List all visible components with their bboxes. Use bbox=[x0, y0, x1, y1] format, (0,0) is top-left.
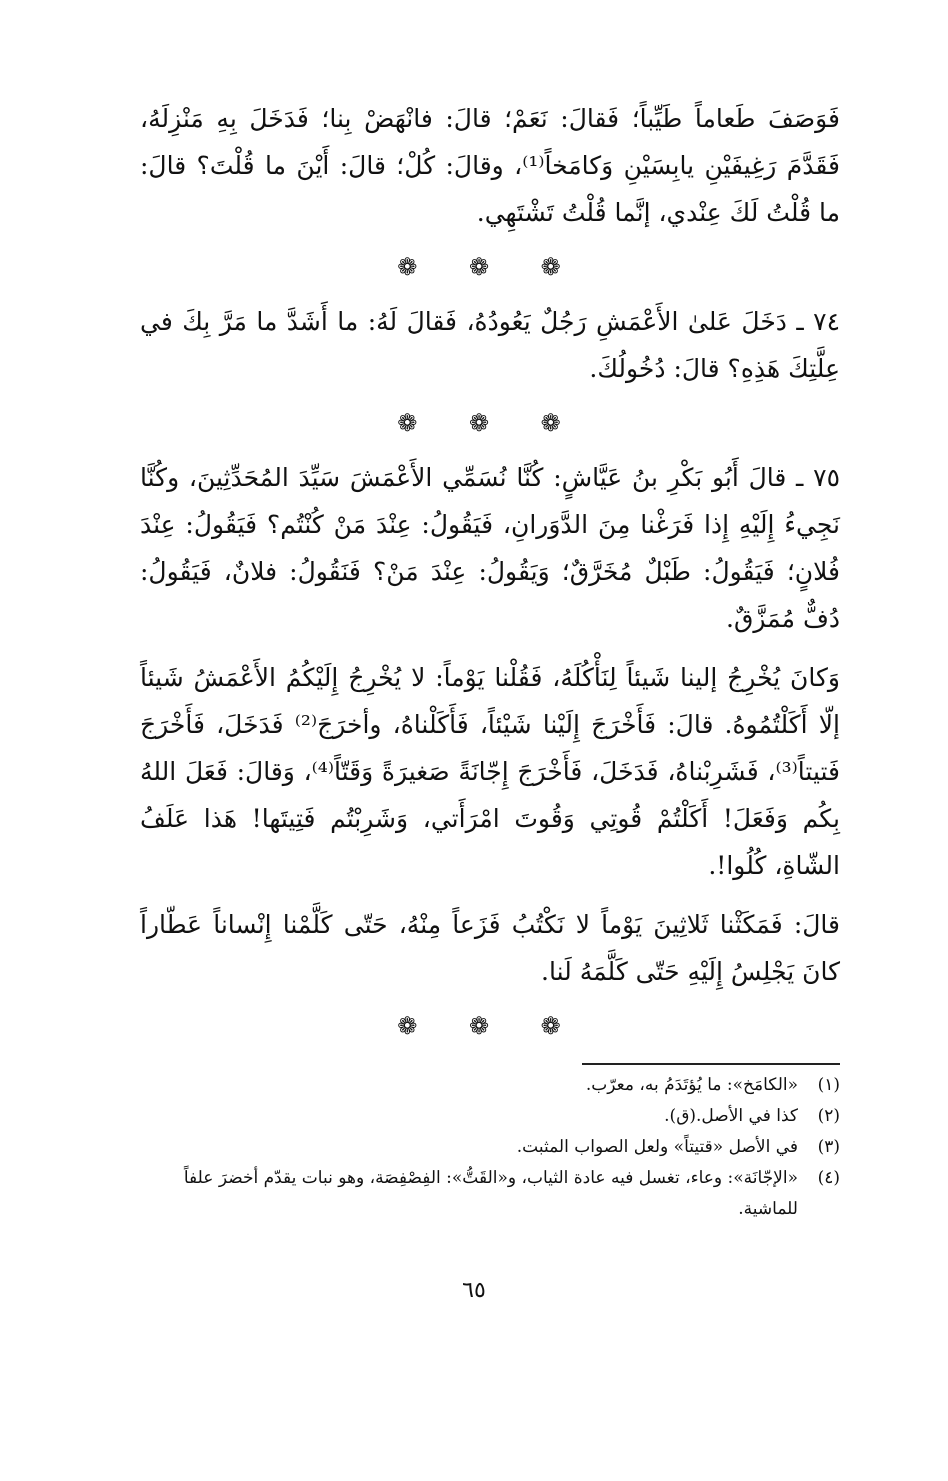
paragraph-75-cont: وَكانَ يُخْرِجُ إلينا شَيئاً لِنَأْكُلَهُ، فَقُلْنا يَوْماً: لا يُخْرِجُ إِلَيْكُمُ الأَعْمَشُ شَيئاً إلّا أَكَلْتُمُوهُ. قالَ: فَأَخْرَجَ إِلَيْنا شَيْئاً، فَأَكَلْناهُ، وأخرَجَ⁽²⁾ فَدَخَلَ، فَأَخْرَجَ فَتيتاً⁽³⁾، فَشَرِبْناهُ، فَدَخَلَ، فَأَخْرَجَ إِجّانَةً صَغيرَةً وَقَتّاً⁽⁴⁾، وَقالَ: فَعَلَ اللهُ بِكُم وَفَعَلَ! أَكَلْتُمْ قُوتِي وَقُوتَ امْرَأَتي، وَشَرِبْتُم فَتِيتَها! هَذا عَلَفُ الشّاةِ، كُلُوا!. bbox=[140, 663, 840, 880]
footnote-text: كذا في الأصل.(ق). bbox=[664, 1106, 798, 1126]
footnote-number: (١) bbox=[817, 1075, 840, 1095]
paragraph-gap bbox=[140, 642, 840, 654]
footnotes bbox=[140, 1070, 840, 1225]
paragraph-75: ٧٥ ـ قالَ أَبُو بَكْرِ بنُ عَيَّاشٍ: كُنَّا نُسَمِّي الأَعْمَشَ سَيِّدَ المُحَدِّثِينَ، وكُنَّا نَجِيءُ إِلَيْهِ إِذا فَرَغْنا مِنَ الدَّوَرانِ، فَيَقُولُ: عِنْدَ مَنْ كُنْتُم؟ فَيَقُولُ: عِنْدَ فُلانٍ؛ فَيَقُولُ: طَبْلٌ مُخَرَّقٌ؛ وَيَقُولُ: عِنْدَ مَنْ؟ فَنَقُولُ: فلانٌ، فَيَقُولُ: دُفٌّ مُمَزَّقٌ. bbox=[140, 463, 840, 633]
section-separator: ❁ ❁ ❁ bbox=[397, 409, 583, 437]
section-separator: ❁ ❁ ❁ bbox=[397, 253, 583, 281]
footnote-1 bbox=[140, 1070, 840, 1101]
footnote-2 bbox=[140, 1101, 840, 1132]
footnote-number: (٢) bbox=[817, 1106, 840, 1126]
footnote-text: «الإجّانَة»: وعاء، تغسل فيه عادة الثياب، و«القَتُّ»: الفِصْفِصَة، وهو نبات يقدّم أخضرَ علفاً للماشية. bbox=[183, 1168, 798, 1219]
footnote-3 bbox=[140, 1132, 840, 1163]
footnote-number: (٣) bbox=[817, 1137, 840, 1157]
page-number: ٦٥ bbox=[462, 1278, 486, 1303]
footnote-text: «الكامَخ»: ما يُؤتَدَمُ به، معرّب. bbox=[585, 1075, 798, 1095]
paragraph-gap bbox=[140, 889, 840, 901]
paragraph-1: فَوَصَفَ طَعاماً طَيِّباً؛ فَقالَ: نَعَمْ؛ قالَ: فانْهَضْ بِنا؛ فَدَخَلَ بِهِ مَنْزِلَهُ، فَقَدَّمَ رَغِيفَيْنِ يابِسَيْنِ وَكامَخاً⁽¹⁾، وقالَ: كُلْ؛ قالَ: أَيْنَ ما قُلْتَ؟ قالَ: ما قُلْتُ لَكَ عِنْدي، إنَّما قُلْتُ تَشْتَهِي. bbox=[140, 104, 840, 227]
paragraph-75-end: قالَ: فَمَكَثْنا ثَلاثِينَ يَوْماً لا نَكْتُبُ فَزَعاً مِنْهُ، حَتّى كَلَّمْنا إِنْساناً عَطّاراً كانَ يَجْلِسُ إِلَيْهِ حَتّى كَلَّمَهُ لَنا. bbox=[140, 910, 840, 986]
paragraph-74: ٧٤ ـ دَخَلَ عَلىٰ الأَعْمَشِ رَجُلٌ يَعُودُهُ، فَقالَ لَهُ: ما أَشَدَّ ما مَرَّ بِكَ في عِلَّتِكَ هَذِهِ؟ قالَ: دُخُولُكَ. bbox=[140, 307, 840, 383]
footnote-rule bbox=[582, 1063, 840, 1065]
footnote-text: في الأصل «قتيتاً» ولعل الصواب المثبت. bbox=[516, 1137, 798, 1157]
footnote-number: (٤) bbox=[817, 1168, 840, 1188]
footnote-4 bbox=[140, 1163, 840, 1225]
main-text bbox=[140, 95, 840, 1057]
section-separator: ❁ ❁ ❁ bbox=[397, 1012, 583, 1040]
